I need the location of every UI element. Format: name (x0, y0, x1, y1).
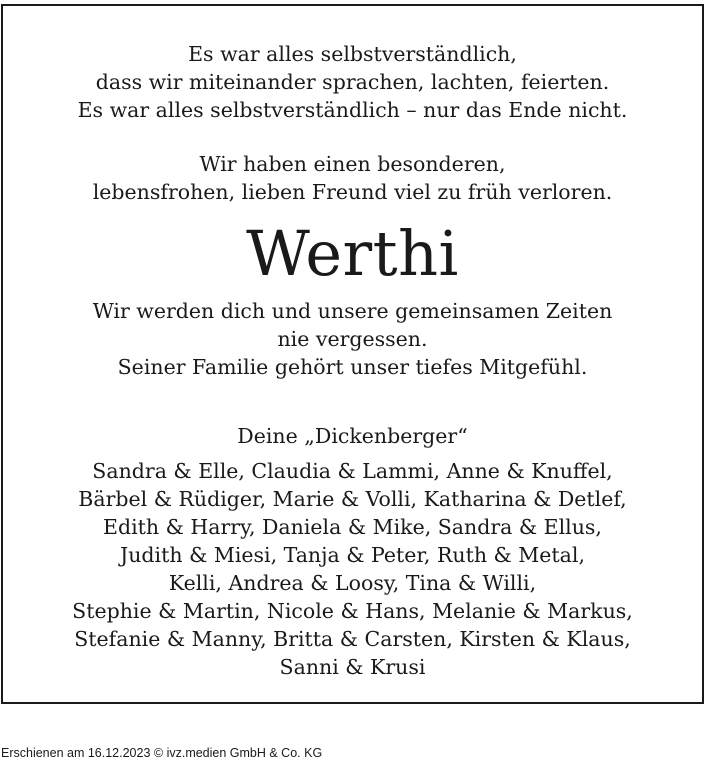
memory-line: nie vergessen. (277, 327, 428, 351)
signature: Deine „Dickenberger“ (237, 424, 468, 448)
mourners-line: Edith & Harry, Daniela & Mike, Sandra & Ellus, (103, 515, 602, 539)
deceased-name: Werthi (246, 217, 459, 290)
mourners-line: Bärbel & Rüdiger, Marie & Volli, Katharina & Detlef, (78, 487, 627, 511)
intro-line: Es war alles selbstverständlich, (188, 42, 517, 66)
mourners-line: Sanni & Krusi (279, 655, 426, 679)
intro-line: dass wir miteinander sprachen, lachten, feierten. (95, 70, 610, 94)
loss-line: lebensfrohen, lieben Freund viel zu früh verloren. (92, 180, 613, 204)
mourners-list (3, 457, 702, 681)
deceased-name-block (3, 214, 702, 294)
loss-line: Wir haben einen besonderen, (199, 152, 506, 176)
mourners-line: Stefanie & Manny, Britta & Carsten, Kirsten & Klaus, (74, 627, 631, 651)
mourners-line: Sandra & Elle, Claudia & Lammi, Anne & Knuffel, (92, 459, 613, 483)
memory-line: Wir werden dich und unsere gemeinsamen Zeiten (92, 299, 613, 323)
obituary-notice (1, 4, 704, 704)
loss-statement (3, 150, 702, 206)
memory-line: Seiner Familie gehört unser tiefes Mitgefühl. (117, 355, 588, 379)
intro-line: Es war alles selbstverständlich – nur das Ende nicht. (77, 98, 628, 122)
memory-statement (3, 297, 702, 381)
mourners-line: Stephie & Martin, Nicole & Hans, Melanie & Markus, (72, 599, 633, 623)
intro-verse (3, 40, 702, 124)
publication-footer: Erschienen am 16.12.2023 © ivz.medien GmbH & Co. KG (1, 746, 323, 760)
mourners-line: Kelli, Andrea & Loosy, Tina & Willi, (168, 571, 537, 595)
signature-block (3, 422, 702, 450)
mourners-line: Judith & Miesi, Tanja & Peter, Ruth & Metal, (120, 543, 585, 567)
